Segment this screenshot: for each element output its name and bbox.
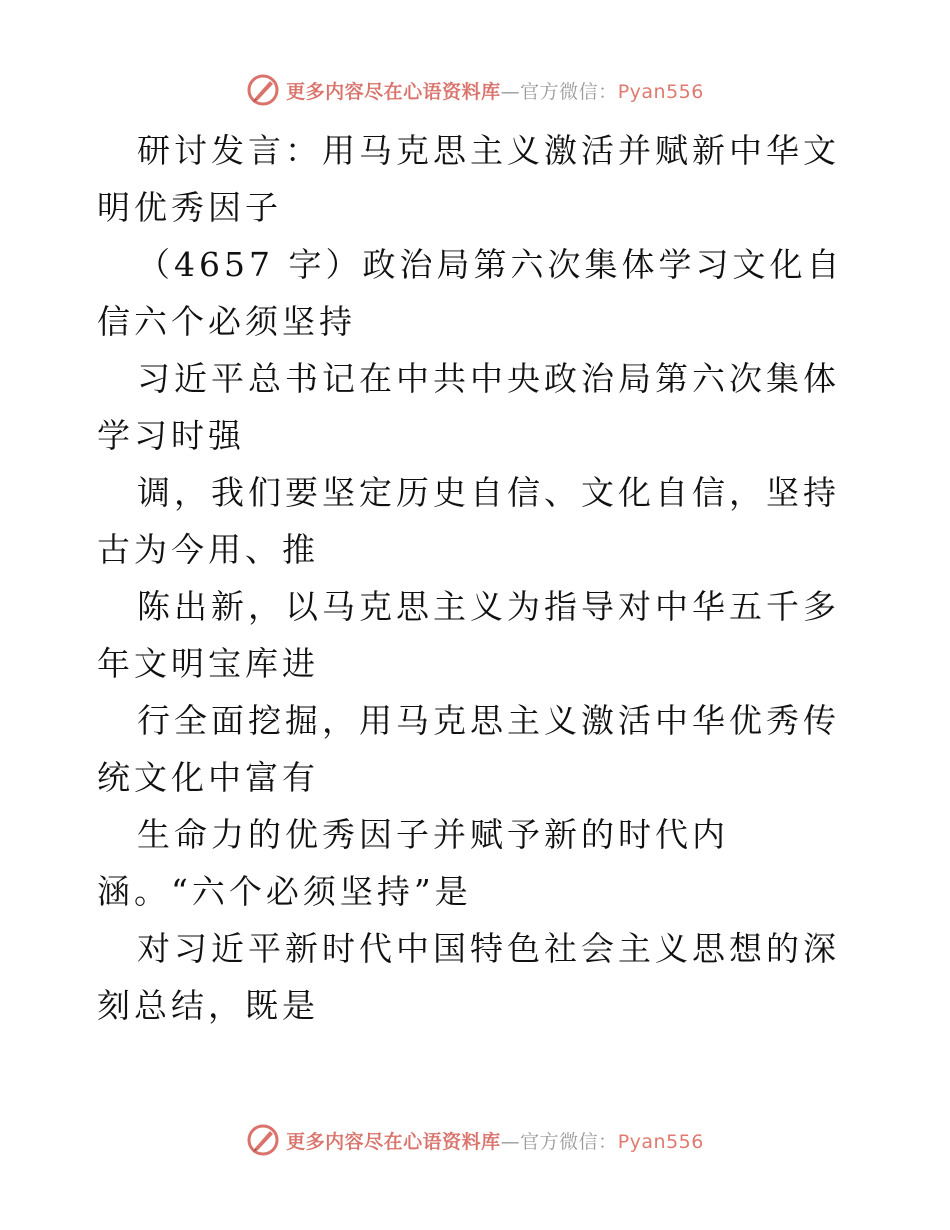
quill-pen-seal-icon — [246, 1123, 280, 1157]
watermark-text — [286, 1127, 704, 1154]
document-title: 研讨发言：用马克思主义激活并赋新中华文明优秀因子 — [97, 131, 840, 227]
header-watermark — [0, 70, 950, 110]
watermark-separator: — — [500, 80, 521, 103]
body-paragraph: 对习近平新时代中国特色社会主义思想的深刻总结，既是 — [97, 929, 840, 1025]
body-paragraph: 生命力的优秀因子并赋予新的时代内涵。“六个必须坚持”是 — [97, 815, 729, 911]
body-paragraph: 行全面挖掘，用马克思主义激活中华优秀传统文化中富有 — [97, 701, 840, 797]
body-paragraph: 调，我们要坚定历史自信、文化自信，坚持古为今用、推 — [97, 473, 840, 569]
document-body — [97, 122, 857, 1034]
watermark-separator: — — [500, 1130, 521, 1153]
quill-pen-seal-icon — [246, 73, 280, 107]
watermark-brand: 更多内容尽在心语资料库 — [286, 80, 501, 103]
body-paragraph: 习近平总书记在中共中央政治局第六次集体学习时强 — [97, 359, 840, 455]
watermark-wechat-id: Pyan556 — [617, 80, 704, 103]
watermark-brand: 更多内容尽在心语资料库 — [286, 1130, 501, 1153]
watermark-text — [286, 77, 704, 104]
watermark-label: 官方微信： — [520, 1130, 618, 1153]
watermark-wechat-id: Pyan556 — [617, 1130, 704, 1153]
document-subtitle: （4657 字）政治局第六次集体学习文化自信六个必须坚持 — [97, 245, 844, 341]
watermark-label: 官方微信： — [520, 80, 618, 103]
footer-watermark — [0, 1120, 950, 1160]
body-paragraph: 陈出新，以马克思主义为指导对中华五千多年文明宝库进 — [97, 587, 840, 683]
